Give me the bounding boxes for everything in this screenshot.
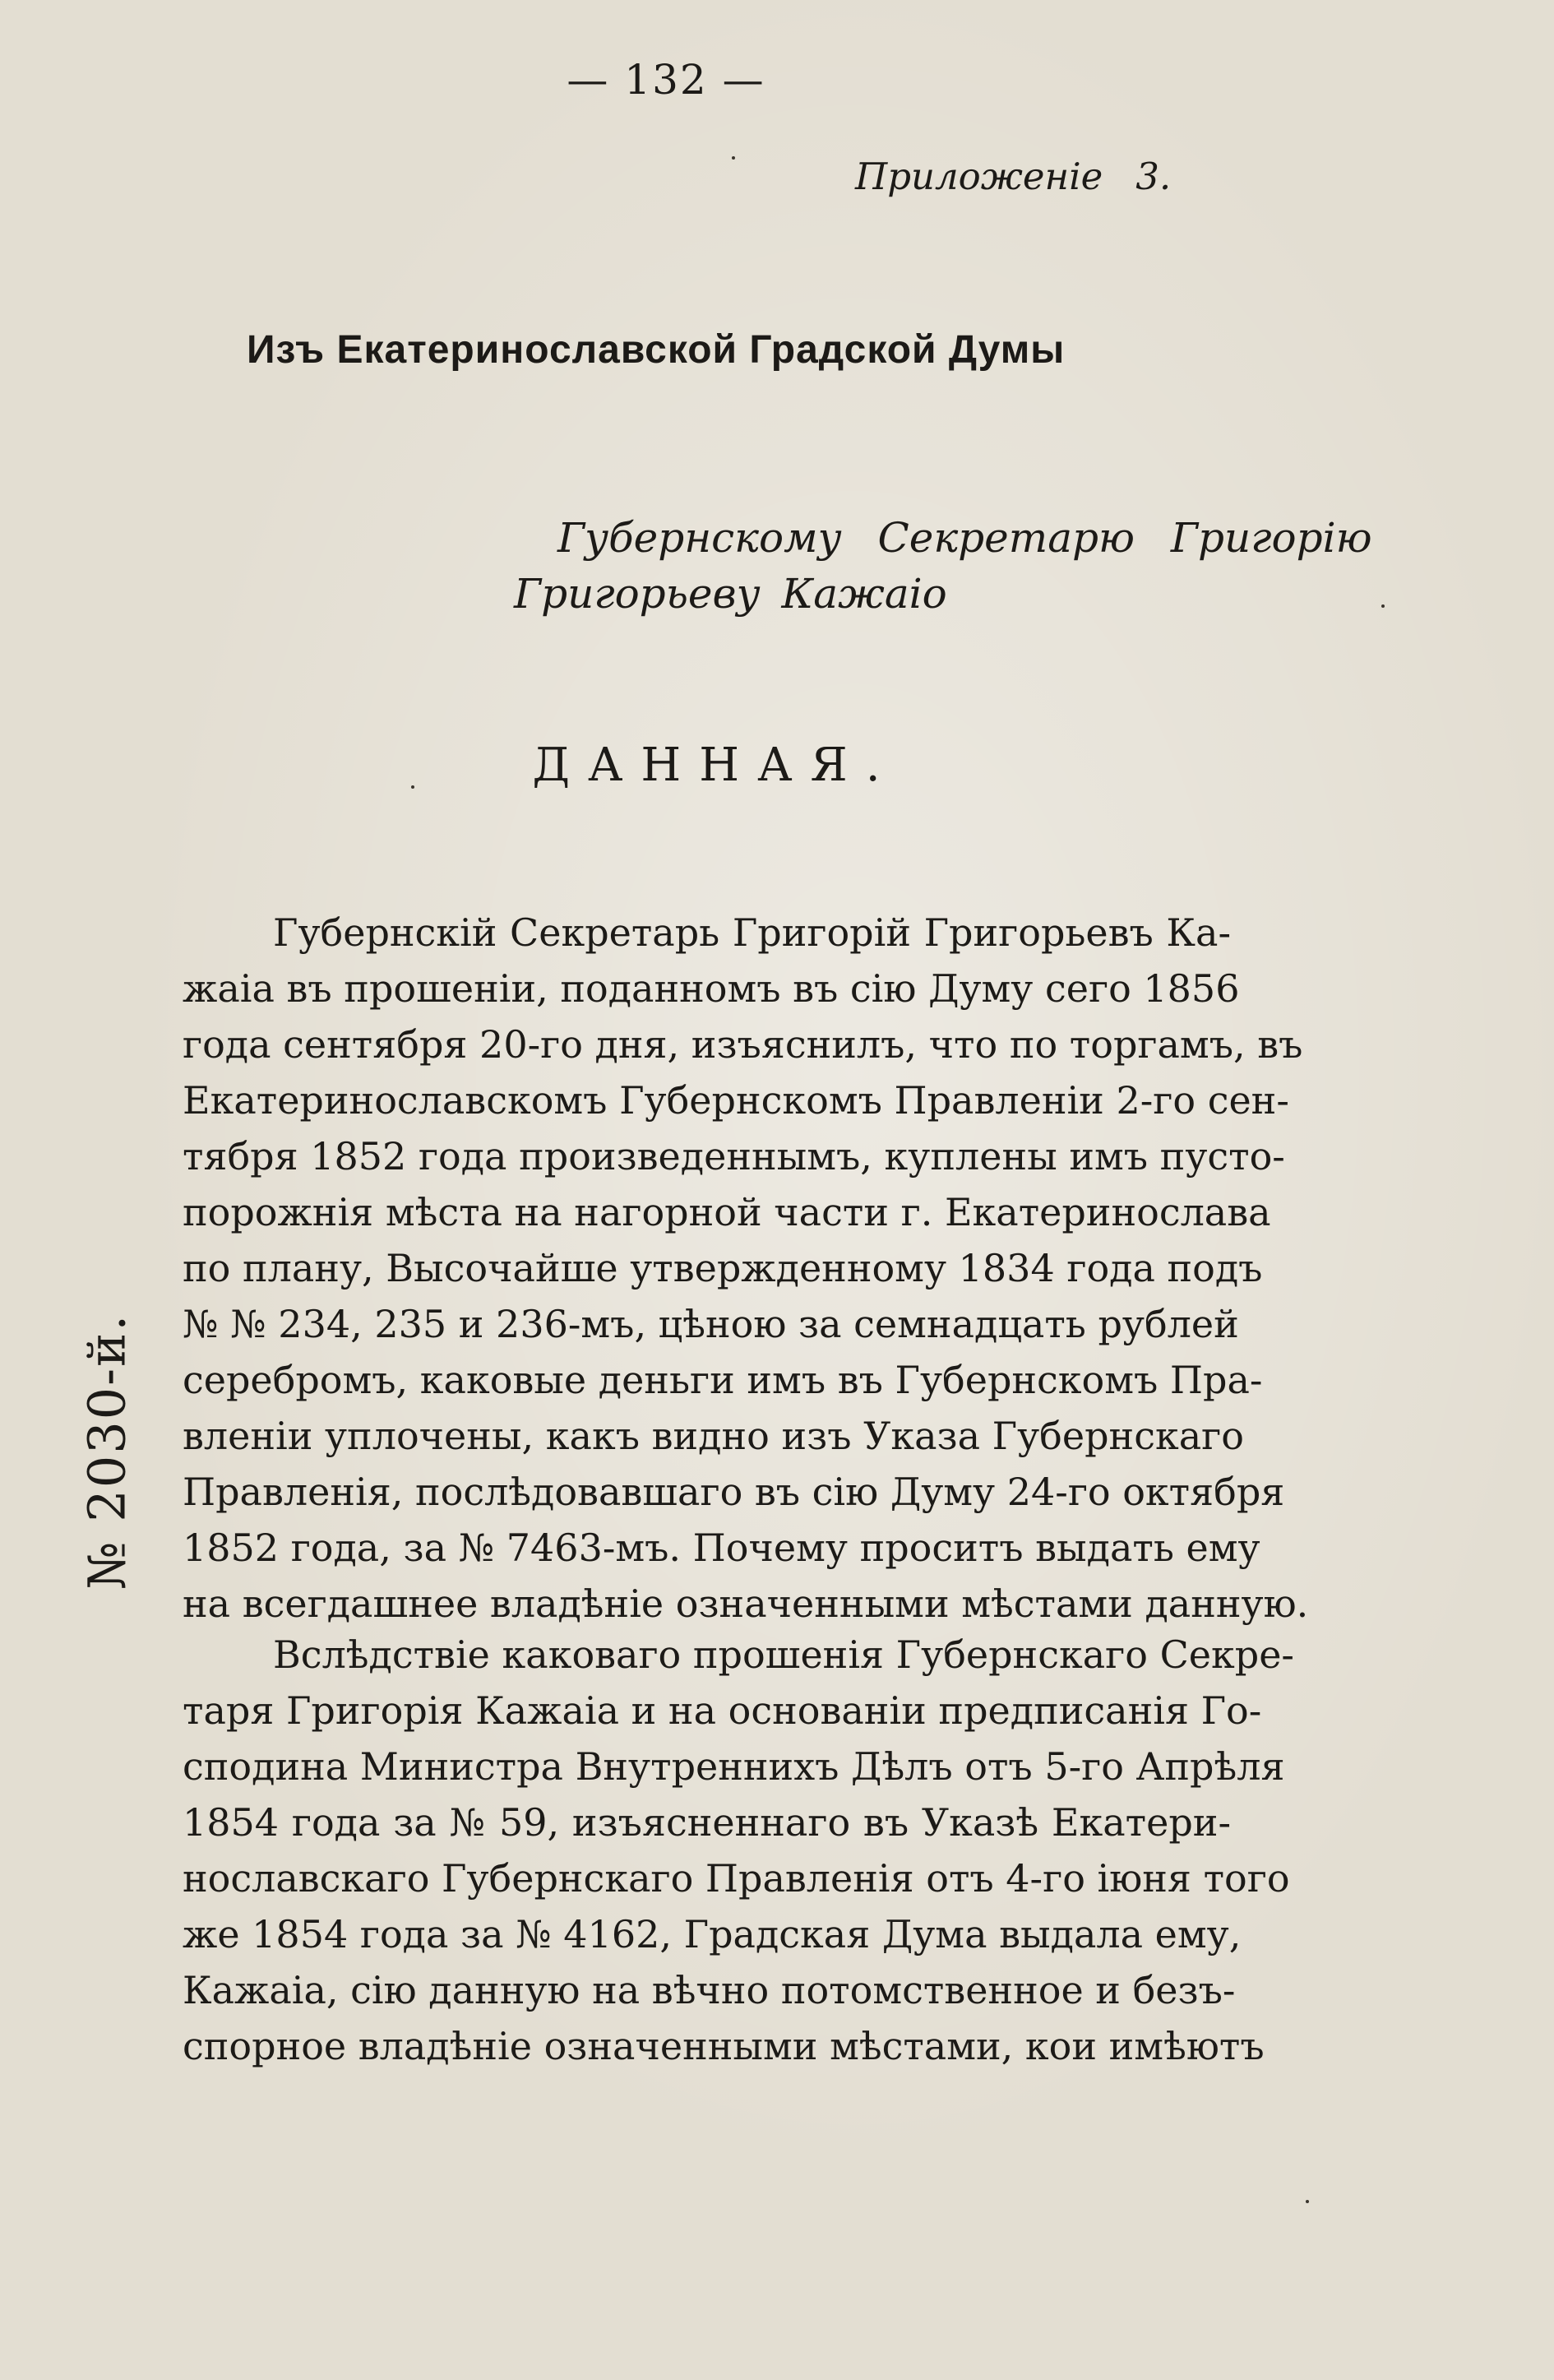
paragraph-line: сподина Министра Внутреннихъ Дѣлъ отъ 5-го Апрѣля bbox=[183, 1744, 1285, 1789]
paragraph-line: года сентября 20-го дня, изъяснилъ, что по торгамъ, въ bbox=[183, 1022, 1303, 1067]
paragraph-line: на всегдашнее владѣніе означенными мѣстами данную. bbox=[183, 1581, 1309, 1626]
paragraph-line: № № 234, 235 и 236-мъ, цѣною за семнадцать рублей bbox=[183, 1302, 1239, 1346]
paragraph-line: же 1854 года за № 4162, Градская Дума выдала ему, bbox=[183, 1912, 1242, 1956]
appendix-label bbox=[855, 155, 1171, 198]
paragraph-line: Губернскій Секретарь Григорій Григорьевъ Ка- bbox=[273, 910, 1231, 955]
appendix-word: Приложеніе bbox=[855, 155, 1103, 198]
paragraph-line: серебромъ, каковые деньги имъ въ Губернскомъ Пра- bbox=[183, 1358, 1263, 1402]
speck bbox=[1306, 2200, 1309, 2203]
paragraph-line: нославскаго Губернскаго Правленія отъ 4-го іюня того bbox=[183, 1856, 1290, 1901]
paragraph-line: спорное владѣніе означенными мѣстами, кои имѣютъ bbox=[183, 2024, 1265, 2068]
margin-stamp bbox=[62, 1312, 152, 1591]
speck bbox=[732, 156, 735, 160]
paragraph-line: вленіи уплочены, какъ видно изъ Указа Губернскаго bbox=[183, 1414, 1244, 1458]
paragraph-line: жаіа въ прошеніи, поданномъ въ сію Думу сего 1856 bbox=[183, 966, 1240, 1011]
document-title: ДАННАЯ. bbox=[532, 739, 899, 792]
paragraph-line: Правленія, послѣдовавшаго въ сію Думу 24-го октября bbox=[183, 1470, 1285, 1514]
speck bbox=[1381, 604, 1385, 608]
speck bbox=[411, 785, 414, 789]
paragraph-line: по плану, Высочайше утвержденному 1834 года подъ bbox=[183, 1246, 1263, 1290]
paragraph-line: Вслѣдствіе каковаго прошенія Губернскаго Секре- bbox=[273, 1632, 1294, 1677]
appendix-number: 3. bbox=[1135, 155, 1172, 198]
addressee-line-1: Губернскому Секретарю Григорію bbox=[557, 514, 1372, 562]
paragraph-line: Екатеринославскомъ Губернскомъ Правленіи 2-го сен- bbox=[183, 1078, 1289, 1123]
paragraph-line: Кажаіа, сію данную на вѣчно потомственное и безъ- bbox=[183, 1968, 1236, 2012]
addressee-line-2: Григорьеву Кажаіо bbox=[514, 570, 947, 618]
paragraph-1 bbox=[183, 905, 1309, 1632]
document-heading: Изъ Екатеринославской Градской Думы bbox=[247, 328, 1066, 372]
margin-stamp-text: № 2030-й. bbox=[76, 1313, 137, 1591]
paragraph-line: тября 1852 года произведеннымъ, куплены имъ пусто- bbox=[183, 1134, 1285, 1178]
paragraph-line: 1852 года, за № 7463-мъ. Почему проситъ выдать ему bbox=[183, 1526, 1260, 1570]
paragraph-line: порожнія мѣста на нагорной части г. Екатеринослава bbox=[183, 1190, 1271, 1234]
paragraph-line: таря Григорія Кажаіа и на основаніи предписанія Го- bbox=[183, 1688, 1262, 1733]
paragraph-2 bbox=[183, 1627, 1294, 2074]
paragraph-line: 1854 года за № 59, изъясненнаго въ Указѣ Екатери- bbox=[183, 1800, 1231, 1845]
page-number: — 132 — bbox=[567, 56, 765, 104]
